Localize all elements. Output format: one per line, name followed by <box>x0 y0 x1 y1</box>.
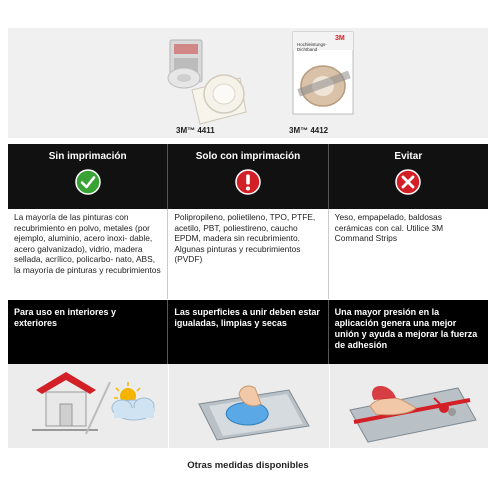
tip-pressure: Una mayor presión en la aplicación genera una mejor unión y ayuda a mejorar la fuerza de adhesión <box>334 307 478 350</box>
column-title: Evitar <box>394 151 423 162</box>
product-label: 3M™ 4412 <box>289 126 329 135</box>
column-title: Sin imprimación <box>48 151 127 162</box>
illustration-indoor-outdoor <box>8 364 169 448</box>
cross-icon <box>395 169 421 195</box>
exclamation-icon <box>235 169 261 195</box>
package-brand: 3M <box>335 35 345 42</box>
product-label: 3M™ 4411 <box>176 126 215 135</box>
illustrations-row <box>8 364 488 448</box>
column-title: Solo con imprimación <box>195 151 301 162</box>
header-no-primer <box>8 144 168 209</box>
illustration-cleaning <box>169 364 330 448</box>
cleaning-surface-icon <box>169 364 329 448</box>
house-and-weather-icon <box>8 364 168 448</box>
header-primer-only <box>168 144 328 209</box>
illustration-pressure <box>330 364 490 448</box>
materials-row <box>8 209 488 299</box>
tape-roll-4411-icon <box>148 28 258 128</box>
footer-caption: Otras medidas disponibles <box>187 460 309 471</box>
compatibility-header <box>8 144 488 209</box>
tip-indoor-outdoor: Para uso en interiores y exteriores <box>8 300 168 364</box>
product-band <box>8 28 488 138</box>
tip-clean-surfaces: Las superficies a unir deben estar igualadas, limpias y secas <box>168 300 328 364</box>
header-avoid <box>329 144 488 209</box>
product-4412 <box>283 28 363 138</box>
tips-row <box>8 300 488 364</box>
materials-primer-only: Polipropileno, polietileno, TPO, PTFE, acetilo, PBT, poliestireno, caucho EPDM, madera sin recubrimiento. Algunas pinturas y recubrimientos (PVDF) <box>168 209 328 299</box>
check-icon <box>75 169 101 195</box>
materials-no-primer: La mayoría de las pinturas con recubrimiento en polvo, metales (por ejemplo, aluminio, acero inoxi- dable, acero galvanizado), vidrio, madera sellada, acrílico, policarbo- nato, ABS, la mayoría de pinturas y recubrimientos <box>8 209 168 299</box>
package-text: Hochleistungs- Dichtband <box>297 42 327 52</box>
pressing-roller-icon <box>330 364 490 448</box>
product-4411 <box>148 28 258 138</box>
materials-avoid: Yeso, empapelado, baldosas cerámicas con cal. Utilice 3M Command Strips <box>334 212 444 244</box>
